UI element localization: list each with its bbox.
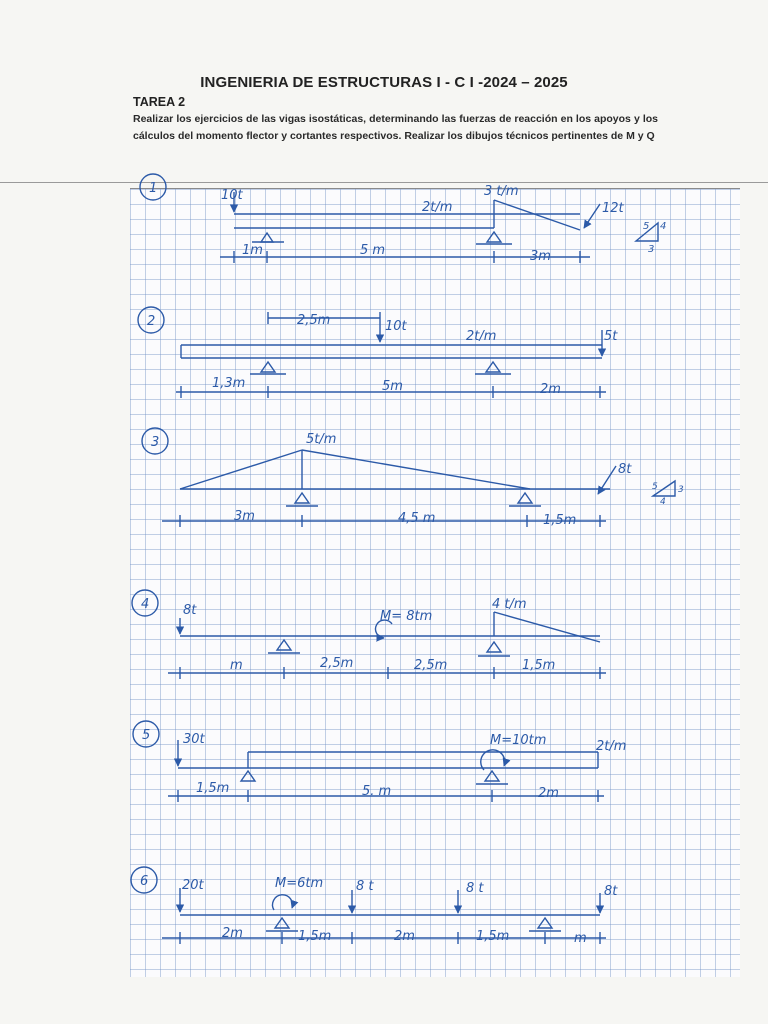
exercise-2: [138, 307, 606, 398]
slope-label: 4: [660, 497, 666, 507]
dimension-label: m: [230, 658, 243, 673]
dimension-label: 1,5m: [196, 781, 230, 796]
moment-label: M= 8tm: [380, 609, 433, 624]
moment-label: M=6tm: [275, 876, 324, 891]
exercise-number: 5: [142, 728, 151, 743]
moment-label: M=10tm: [490, 733, 547, 748]
dimension-label: 2m: [222, 926, 243, 941]
load-label: 8t: [618, 462, 632, 477]
dimension-label: 5 m: [360, 243, 386, 258]
dimension-label: 1,5m: [543, 513, 577, 528]
load-label: 8 t: [356, 879, 374, 894]
support: [487, 232, 501, 242]
load-label: 4 t/m: [492, 597, 527, 612]
dimension-label: 2m: [540, 382, 561, 397]
load-label: 3 t/m: [484, 184, 519, 199]
load-label: 5t: [604, 329, 618, 344]
task-label: TAREA 2: [133, 95, 186, 109]
inclined-load-arrow: [584, 204, 600, 228]
dimension-label: 4,5 m: [398, 511, 436, 526]
load-label: 10t: [221, 188, 243, 203]
exercise-1: [140, 174, 658, 263]
load-label: 12t: [602, 201, 624, 216]
load-label: 2t/m: [466, 329, 497, 344]
dimension-label: 3m: [530, 249, 551, 264]
dimension-label: 1,5m: [476, 929, 510, 944]
dimension-label: 5. m: [362, 784, 392, 799]
dimension-label: 2,5m: [320, 656, 354, 671]
exercise-number: 6: [140, 874, 149, 889]
dimension-label: m: [574, 931, 587, 946]
load-label: 5t/m: [306, 432, 337, 447]
task-statement: Realizar los ejercicios de las vigas isostáticas, determinando las fuerzas de reacción en los apoyos y los cálculos del momento flector y cortantes respectivos. Realizar los dibujos técnicos pertinentes de M y Q: [133, 113, 658, 142]
exercise-number: 4: [141, 597, 150, 612]
dimension-label: 1,5m: [522, 658, 556, 673]
exercise-number: 1: [149, 181, 158, 196]
slope-label: 5: [652, 482, 658, 492]
dimension-label: 1,5m: [298, 929, 332, 944]
slope-label: 3: [678, 485, 684, 495]
dimension-label: 5m: [382, 379, 403, 394]
support: [261, 233, 273, 242]
exercise-number: 3: [151, 435, 160, 450]
load-label: 20t: [182, 878, 204, 893]
dimension-label: 2m: [538, 786, 559, 801]
triangular-load: [494, 200, 580, 230]
course-title: INGENIERIA DE ESTRUCTURAS I - C I -2024 – 2025: [200, 74, 568, 91]
load-label: 8t: [183, 603, 197, 618]
dimension-label: 2,5m: [414, 658, 448, 673]
slope-label: 3: [648, 244, 655, 255]
dimension-label: 2,5m: [297, 313, 331, 328]
dimension-label: 1m: [242, 243, 263, 258]
load-label: 8t: [604, 884, 618, 899]
slope-label: 4: [660, 221, 667, 232]
exercise-number: 2: [147, 314, 156, 329]
load-label: 8 t: [466, 881, 484, 896]
dimension-label: 1,3m: [212, 376, 246, 391]
slope-label: 5: [643, 221, 650, 232]
load-label: 10t: [385, 319, 407, 334]
load-label: 2t/m: [596, 739, 627, 754]
dimension-label: 2m: [394, 929, 415, 944]
load-label: 2t/m: [422, 200, 453, 215]
dimension-label: 3m: [234, 509, 255, 524]
load-label: 30t: [183, 732, 205, 747]
